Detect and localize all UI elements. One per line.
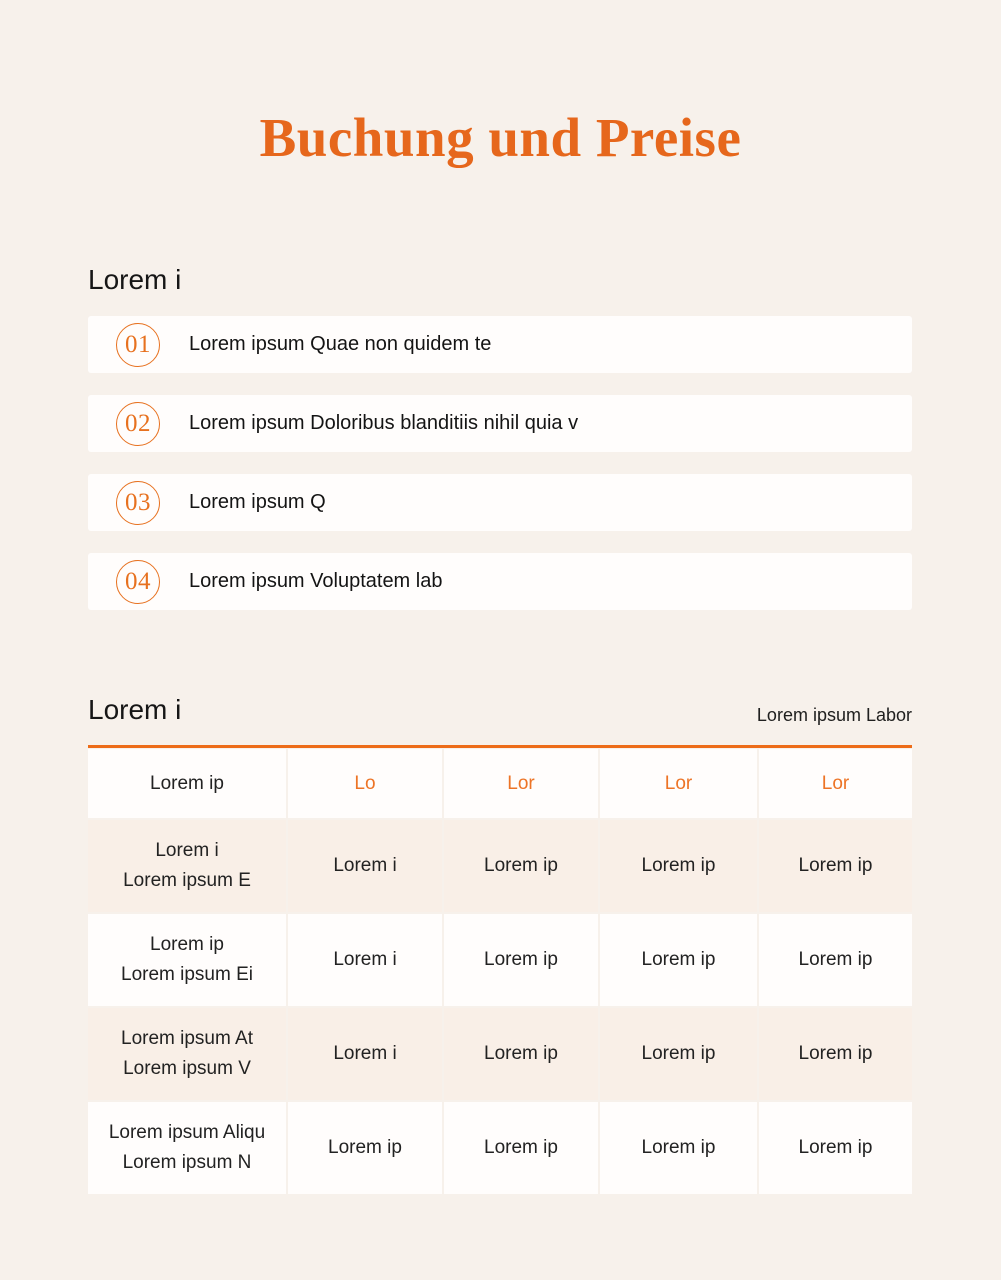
table-cell: Lorem ip (444, 1102, 598, 1194)
pricing-table (88, 749, 912, 1194)
list-item (88, 395, 912, 452)
steps-section (88, 262, 912, 610)
table-cell: Lorem ip (600, 1008, 757, 1100)
accent-divider (88, 745, 912, 748)
row-label-cell (88, 1008, 286, 1100)
list-item (88, 316, 912, 373)
table-cell: Lorem ip (759, 914, 912, 1006)
step-label: Lorem ipsum Quae non quidem te (189, 333, 492, 355)
row-label-line: Lorem ipsum Aliqu (108, 1122, 266, 1143)
table-cell: Lorem ip (444, 1008, 598, 1100)
row-label-line: Lorem ipsum At (121, 1028, 253, 1049)
pricing-section (88, 692, 912, 1194)
table-cell: Lorem ip (600, 1102, 757, 1194)
list-item (88, 474, 912, 531)
row-label-cell (88, 820, 286, 912)
row-label-line: Lorem ipsum Ei (121, 964, 253, 985)
table-cell: Lorem ip (600, 914, 757, 1006)
table-cell: Lorem ip (600, 820, 757, 912)
column-header: Lor (600, 749, 757, 818)
row-label-line: Lorem ipsum V (123, 1058, 251, 1079)
row-label-line: Lorem ip (150, 934, 224, 955)
table-cell: Lorem ip (444, 914, 598, 1006)
table-cell: Lorem i (288, 820, 442, 912)
row-label-line: Lorem ipsum E (123, 870, 251, 891)
column-header: Lor (444, 749, 598, 818)
column-header: Lor (759, 749, 912, 818)
step-number: 04 (125, 568, 151, 595)
row-label-cell (88, 914, 286, 1006)
row-label-line: Lorem ipsum N (122, 1152, 252, 1173)
column-header: Lo (288, 749, 442, 818)
table-cell: Lorem ip (759, 1008, 912, 1100)
column-header: Lorem ip (88, 749, 286, 818)
pricing-right-label: Lorem ipsum Labor (756, 705, 912, 725)
step-number-badge (116, 323, 160, 367)
table-cell: Lorem ip (444, 820, 598, 912)
table-cell: Lorem i (288, 914, 442, 1006)
step-label: Lorem ipsum Doloribus blanditiis nihil quia v (189, 412, 579, 434)
table-cell: Lorem ip (288, 1102, 442, 1194)
pricing-section-header (88, 692, 912, 728)
row-label-cell (88, 1102, 286, 1194)
step-number: 03 (125, 489, 151, 516)
table-cell: Lorem i (288, 1008, 442, 1100)
step-label: Lorem ipsum Voluptatem lab (189, 570, 443, 592)
step-label: Lorem ipsum Q (189, 491, 326, 513)
table-cell: Lorem ip (759, 1102, 912, 1194)
step-number: 01 (125, 331, 151, 358)
steps-section-heading: Lorem i (88, 264, 182, 295)
step-list (88, 316, 912, 610)
pricing-section-heading: Lorem i (88, 694, 182, 725)
step-number-badge (116, 560, 160, 604)
row-label-line: Lorem i (155, 840, 219, 861)
step-number-badge (116, 402, 160, 446)
step-number: 02 (125, 410, 151, 437)
list-item (88, 553, 912, 610)
page-title: Buchung und Preise (259, 107, 742, 168)
table-cell: Lorem ip (759, 820, 912, 912)
step-number-badge (116, 481, 160, 525)
